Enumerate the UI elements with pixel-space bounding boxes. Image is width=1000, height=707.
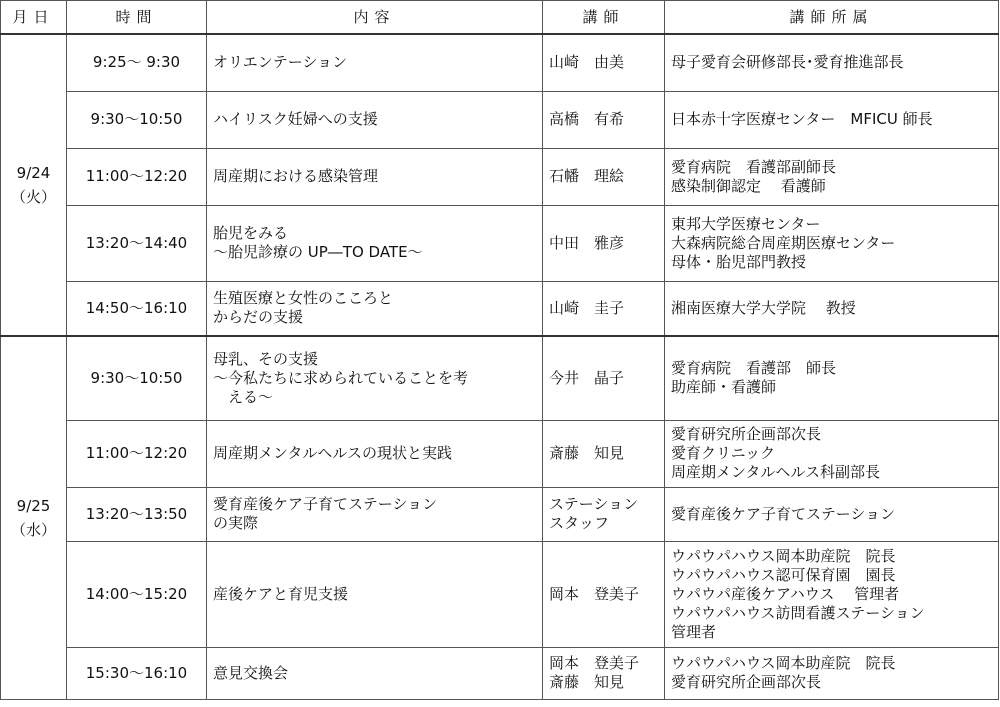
header-date: 月日 bbox=[1, 1, 67, 35]
content-line: 周産期メンタルヘルスの現状と実践 bbox=[213, 444, 452, 462]
affiliation-line: ウパウパハウス訪問看護ステーション bbox=[671, 603, 925, 622]
session-lecturer bbox=[543, 34, 665, 91]
content-line: 胎児をみる bbox=[213, 224, 289, 242]
session-lecturer bbox=[543, 91, 665, 148]
lecturer-line: 高橋 有希 bbox=[549, 110, 625, 128]
day-1-date: 9/24 bbox=[16, 164, 51, 182]
day-2-date: 9/25 bbox=[16, 496, 51, 515]
session-time: 14:00～15:20 bbox=[67, 541, 207, 647]
lecturer-line: 岡本 登美子 bbox=[549, 584, 640, 603]
content-line: える～ bbox=[213, 387, 274, 406]
session-time: 13:20～14:40 bbox=[67, 205, 207, 281]
lecturer-line: 斎藤 知見 bbox=[549, 444, 625, 462]
session-time: 11:00～12:20 bbox=[67, 148, 207, 205]
session-content bbox=[207, 336, 543, 420]
affiliation-line: 管理者 bbox=[671, 622, 717, 641]
session-content bbox=[207, 647, 543, 699]
table-row bbox=[1, 420, 999, 487]
content-line: 母乳、その支援 bbox=[213, 349, 319, 368]
day-1-date-cell bbox=[1, 34, 67, 336]
affiliation-line: 助産師・看護師 bbox=[671, 378, 777, 397]
content-line: からだの支援 bbox=[213, 308, 304, 327]
table-row bbox=[1, 541, 999, 647]
session-affiliation bbox=[665, 148, 999, 205]
session-time: 15:30～16:10 bbox=[67, 647, 207, 699]
header-affiliation: 講師所属 bbox=[665, 1, 999, 35]
content-line: 産後ケアと育児支援 bbox=[213, 584, 349, 603]
content-line: の実際 bbox=[213, 514, 259, 532]
lecturer-line: 斎藤 知見 bbox=[549, 673, 625, 691]
table-row bbox=[1, 647, 999, 699]
day-2-date-cell bbox=[1, 336, 67, 699]
session-time: 9:30～10:50 bbox=[67, 91, 207, 148]
lecturer-line: 山崎 由美 bbox=[549, 53, 625, 72]
content-line: 愛育産後ケア子育てステーション bbox=[213, 495, 438, 513]
affiliation-line: 湘南医療大学大学院 教授 bbox=[671, 298, 856, 317]
day-1-weekday: （火） bbox=[10, 188, 56, 206]
session-affiliation bbox=[665, 541, 999, 647]
lecturer-line: スタッフ bbox=[549, 514, 610, 532]
session-affiliation bbox=[665, 647, 999, 699]
affiliation-line: 愛育産後ケア子育てステーション bbox=[671, 504, 896, 523]
session-content bbox=[207, 541, 543, 647]
session-affiliation bbox=[665, 34, 999, 91]
affiliation-line: 東邦大学医療センター bbox=[671, 214, 821, 233]
session-time: 11:00～12:20 bbox=[67, 420, 207, 487]
session-affiliation bbox=[665, 205, 999, 281]
session-lecturer bbox=[543, 148, 665, 205]
content-line: 周産期における感染管理 bbox=[213, 167, 379, 185]
content-line: ～今私たちに求められていることを考 bbox=[213, 368, 469, 387]
content-line: ハイリスク妊婦への支援 bbox=[213, 110, 378, 128]
affiliation-line: 愛育研究所企画部次長 bbox=[671, 425, 822, 443]
affiliation-line: 母体・胎児部門教授 bbox=[671, 252, 807, 271]
affiliation-line: 周産期メンタルヘルス科副部長 bbox=[671, 463, 880, 481]
session-affiliation bbox=[665, 91, 999, 148]
session-content bbox=[207, 148, 543, 205]
lecturer-line: ステーション bbox=[549, 495, 639, 513]
content-line: ～胎児診療の UP―TO DATE～ bbox=[213, 243, 423, 261]
table-row bbox=[1, 487, 999, 541]
header-content: 内容 bbox=[207, 1, 543, 35]
affiliation-line: ウパウパハウス岡本助産院 院長 bbox=[671, 654, 896, 672]
table-row bbox=[1, 205, 999, 281]
session-content bbox=[207, 34, 543, 91]
header-row bbox=[1, 1, 999, 35]
day-2-weekday: （水） bbox=[10, 520, 56, 539]
lecturer-line: 石幡 理絵 bbox=[549, 167, 625, 185]
lecturer-line: 今井 晶子 bbox=[549, 368, 625, 387]
session-lecturer bbox=[543, 281, 665, 336]
lecturer-line: 岡本 登美子 bbox=[549, 654, 640, 672]
session-content bbox=[207, 487, 543, 541]
session-affiliation bbox=[665, 487, 999, 541]
table-row bbox=[1, 34, 999, 91]
affiliation-line: 日本赤十字医療センター MFICU 師長 bbox=[671, 110, 933, 128]
session-time: 9:30～10:50 bbox=[67, 336, 207, 420]
content-line: 意見交換会 bbox=[213, 663, 289, 682]
affiliation-line: 大森病院総合周産期医療センター bbox=[671, 233, 896, 252]
affiliation-line: ウパウパハウス岡本助産院 院長 bbox=[671, 546, 896, 565]
affiliation-line: 感染制御認定 看護師 bbox=[671, 176, 826, 195]
session-content bbox=[207, 420, 543, 487]
affiliation-line: 愛育病院 看護部 師長 bbox=[671, 359, 837, 378]
session-affiliation bbox=[665, 336, 999, 420]
session-lecturer bbox=[543, 487, 665, 541]
affiliation-line: 母子愛育会研修部長･愛育推進部長 bbox=[671, 53, 904, 72]
session-lecturer bbox=[543, 420, 665, 487]
table-row bbox=[1, 148, 999, 205]
session-time: 13:20～13:50 bbox=[67, 487, 207, 541]
table-row bbox=[1, 91, 999, 148]
table-row bbox=[1, 336, 999, 420]
content-line: 生殖医療と女性のこころと bbox=[213, 289, 394, 308]
session-content bbox=[207, 91, 543, 148]
lecturer-line: 山崎 圭子 bbox=[549, 298, 625, 317]
session-lecturer bbox=[543, 541, 665, 647]
header-lecturer: 講師 bbox=[543, 1, 665, 35]
session-content bbox=[207, 281, 543, 336]
session-lecturer bbox=[543, 336, 665, 420]
content-line: オリエンテーション bbox=[213, 53, 348, 72]
session-time: 14:50～16:10 bbox=[67, 281, 207, 336]
session-content bbox=[207, 205, 543, 281]
table-row bbox=[1, 281, 999, 336]
affiliation-line: 愛育研究所企画部次長 bbox=[671, 673, 822, 691]
session-affiliation bbox=[665, 281, 999, 336]
lecturer-line: 中田 雅彦 bbox=[549, 233, 625, 252]
affiliation-line: 愛育病院 看護部副師長 bbox=[671, 157, 837, 176]
affiliation-line: ウパウパハウス認可保育園 園長 bbox=[671, 565, 896, 584]
session-time: 9:25～ 9:30 bbox=[67, 34, 207, 91]
header-time: 時間 bbox=[67, 1, 207, 35]
affiliation-line: ウパウパ産後ケアハウス 管理者 bbox=[671, 584, 900, 603]
session-lecturer bbox=[543, 205, 665, 281]
affiliation-line: 愛育クリニック bbox=[671, 444, 776, 462]
schedule-body bbox=[1, 34, 999, 699]
session-lecturer bbox=[543, 647, 665, 699]
session-affiliation bbox=[665, 420, 999, 487]
